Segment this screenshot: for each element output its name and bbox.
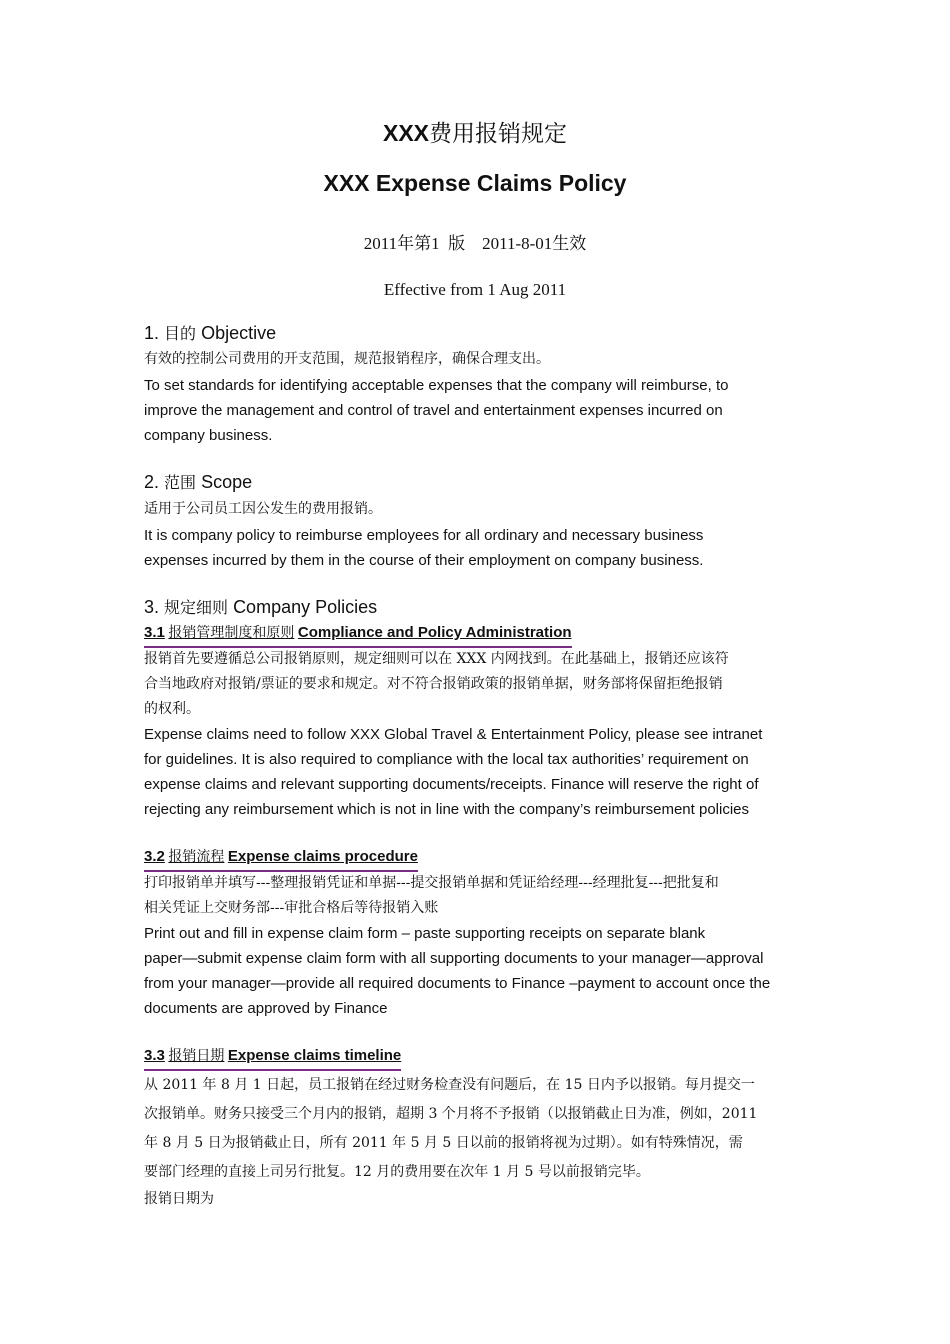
text-line: Expense claims need to follow XXX Global Travel & Entertainment Policy, please see intranet — [144, 726, 763, 743]
subsection-3-2-heading-cn: 报销流程 — [168, 849, 225, 865]
subsection-3-3-heading — [144, 1045, 401, 1071]
text-line: 的权利。 — [144, 701, 200, 717]
text-line: rejecting any reimbursement which is not in line with the company’s reimbursement policies — [144, 801, 749, 818]
subsection-3-2-heading-en: Expense claims procedure — [227, 848, 418, 865]
text-line: from your manager—provide all required documents to Finance –payment to account once the — [144, 975, 771, 992]
text-line: expenses incurred by them in the course of their employment on company business. — [144, 552, 704, 569]
subsection-3-1-en-text — [144, 722, 810, 822]
text-line: improve the management and control of travel and entertainment expenses incurred on — [144, 402, 723, 419]
text-line: 打印报销单并填写---整理报销凭证和单据---提交报销单据和凭证给经理---经理批复---把批复和 — [144, 875, 719, 891]
text-line: expense claims and relevant supporting documents/receipts. Finance will reserve the right of — [144, 776, 759, 793]
section-2-heading — [144, 470, 252, 495]
text-line: for guidelines. It is also required to compliance with the local tax authorities’ requirement on — [144, 751, 749, 768]
section-1-heading-cn: 目的 — [164, 324, 197, 343]
subsection-3-1-heading-cn: 报销管理制度和原则 — [168, 625, 295, 641]
text-line: 报销首先要遵循总公司报销原则，规定细则可以在 XXX 内网找到。在此基础上，报销还应该符 — [144, 651, 729, 667]
subsection-3-3-cn-text — [144, 1071, 810, 1211]
subsection-3-1-heading-en: Compliance and Policy Administration — [297, 624, 572, 641]
title-chinese-text: 费用报销规定 — [429, 121, 568, 147]
text-line: 从 2011 年 8 月 1 日起，员工报销在经过财务检查没有问题后，在 15 日内予以报销。每月提交一 — [144, 1077, 755, 1093]
text-line: company business. — [144, 427, 273, 444]
subsection-3-1-number: 3.1 — [144, 624, 165, 641]
effective-date: Effective from 1 Aug 2011 — [383, 280, 567, 299]
subsection-3-1-heading — [144, 622, 572, 648]
section-2-cn-text: 适用于公司员工因公发生的费用报销。 — [144, 501, 382, 517]
subsection-3-2-number: 3.2 — [144, 848, 165, 865]
text-line: 次报销单。财务只接受三个月内的报销，超期 3 个月将不予报销（以报销截止日为准，例如，2011 — [144, 1106, 758, 1122]
text-line: 合当地政府对报销/票证的要求和规定。对不符合报销政策的报销单据，财务部将保留拒绝报销 — [144, 676, 723, 692]
version-line: 2011年第1 版 2011-8-01生效 — [363, 234, 587, 253]
section-1-number: 1. — [144, 323, 160, 343]
text-line: paper—submit expense claim form with all supporting documents to your manager—approval — [144, 950, 764, 967]
title-chinese-company: XXX — [382, 120, 430, 146]
section-3-heading-cn: 规定细则 — [164, 598, 229, 617]
subsection-3-1-cn-text — [144, 647, 810, 722]
text-line: documents are approved by Finance — [144, 1000, 388, 1017]
text-line: 相关凭证上交财务部---审批合格后等待报销入账 — [144, 900, 439, 916]
subsection-3-3-heading-cn: 报销日期 — [168, 1048, 225, 1064]
section-3-heading — [144, 595, 377, 620]
text-line: 年 8 月 5 日为报销截止日，所有 2011 年 5 月 5 日以前的报销将视为过期）。如有特殊情况，需 — [144, 1135, 743, 1151]
section-1-heading-en: Objective — [201, 323, 277, 343]
subsection-3-3-number: 3.3 — [144, 1047, 165, 1064]
section-1-heading — [144, 321, 276, 346]
title-chinese — [144, 117, 806, 150]
subsection-3-2-en-text — [144, 921, 810, 1021]
text-line: Print out and fill in expense claim form – paste supporting receipts on separate blank — [144, 925, 706, 942]
section-3-heading-en: Company Policies — [233, 597, 378, 617]
section-1-en-text — [144, 373, 810, 448]
section-1-cn-text: 有效的控制公司费用的开支范围，规范报销程序，确保合理支出。 — [144, 351, 550, 367]
section-2-heading-cn: 范围 — [164, 473, 197, 492]
subsection-3-2-heading — [144, 846, 418, 872]
section-3-number: 3. — [144, 597, 160, 617]
text-line: To set standards for identifying acceptable expenses that the company will reimburse, to — [144, 377, 729, 394]
section-2-number: 2. — [144, 472, 160, 492]
subsection-3-2-cn-text — [144, 871, 810, 921]
text-line: 要部门经理的直接上司另行批复。12 月的费用要在次年 1 月 5 号以前报销完毕。 — [144, 1164, 650, 1180]
text-line: 报销日期为 — [144, 1191, 214, 1207]
title-english: XXX Expense Claims Policy — [323, 170, 627, 196]
section-2-heading-en: Scope — [201, 472, 253, 492]
text-line: It is company policy to reimburse employees for all ordinary and necessary business — [144, 527, 704, 544]
section-2-en-text — [144, 523, 810, 573]
subsection-3-3-heading-en: Expense claims timeline — [227, 1047, 402, 1064]
